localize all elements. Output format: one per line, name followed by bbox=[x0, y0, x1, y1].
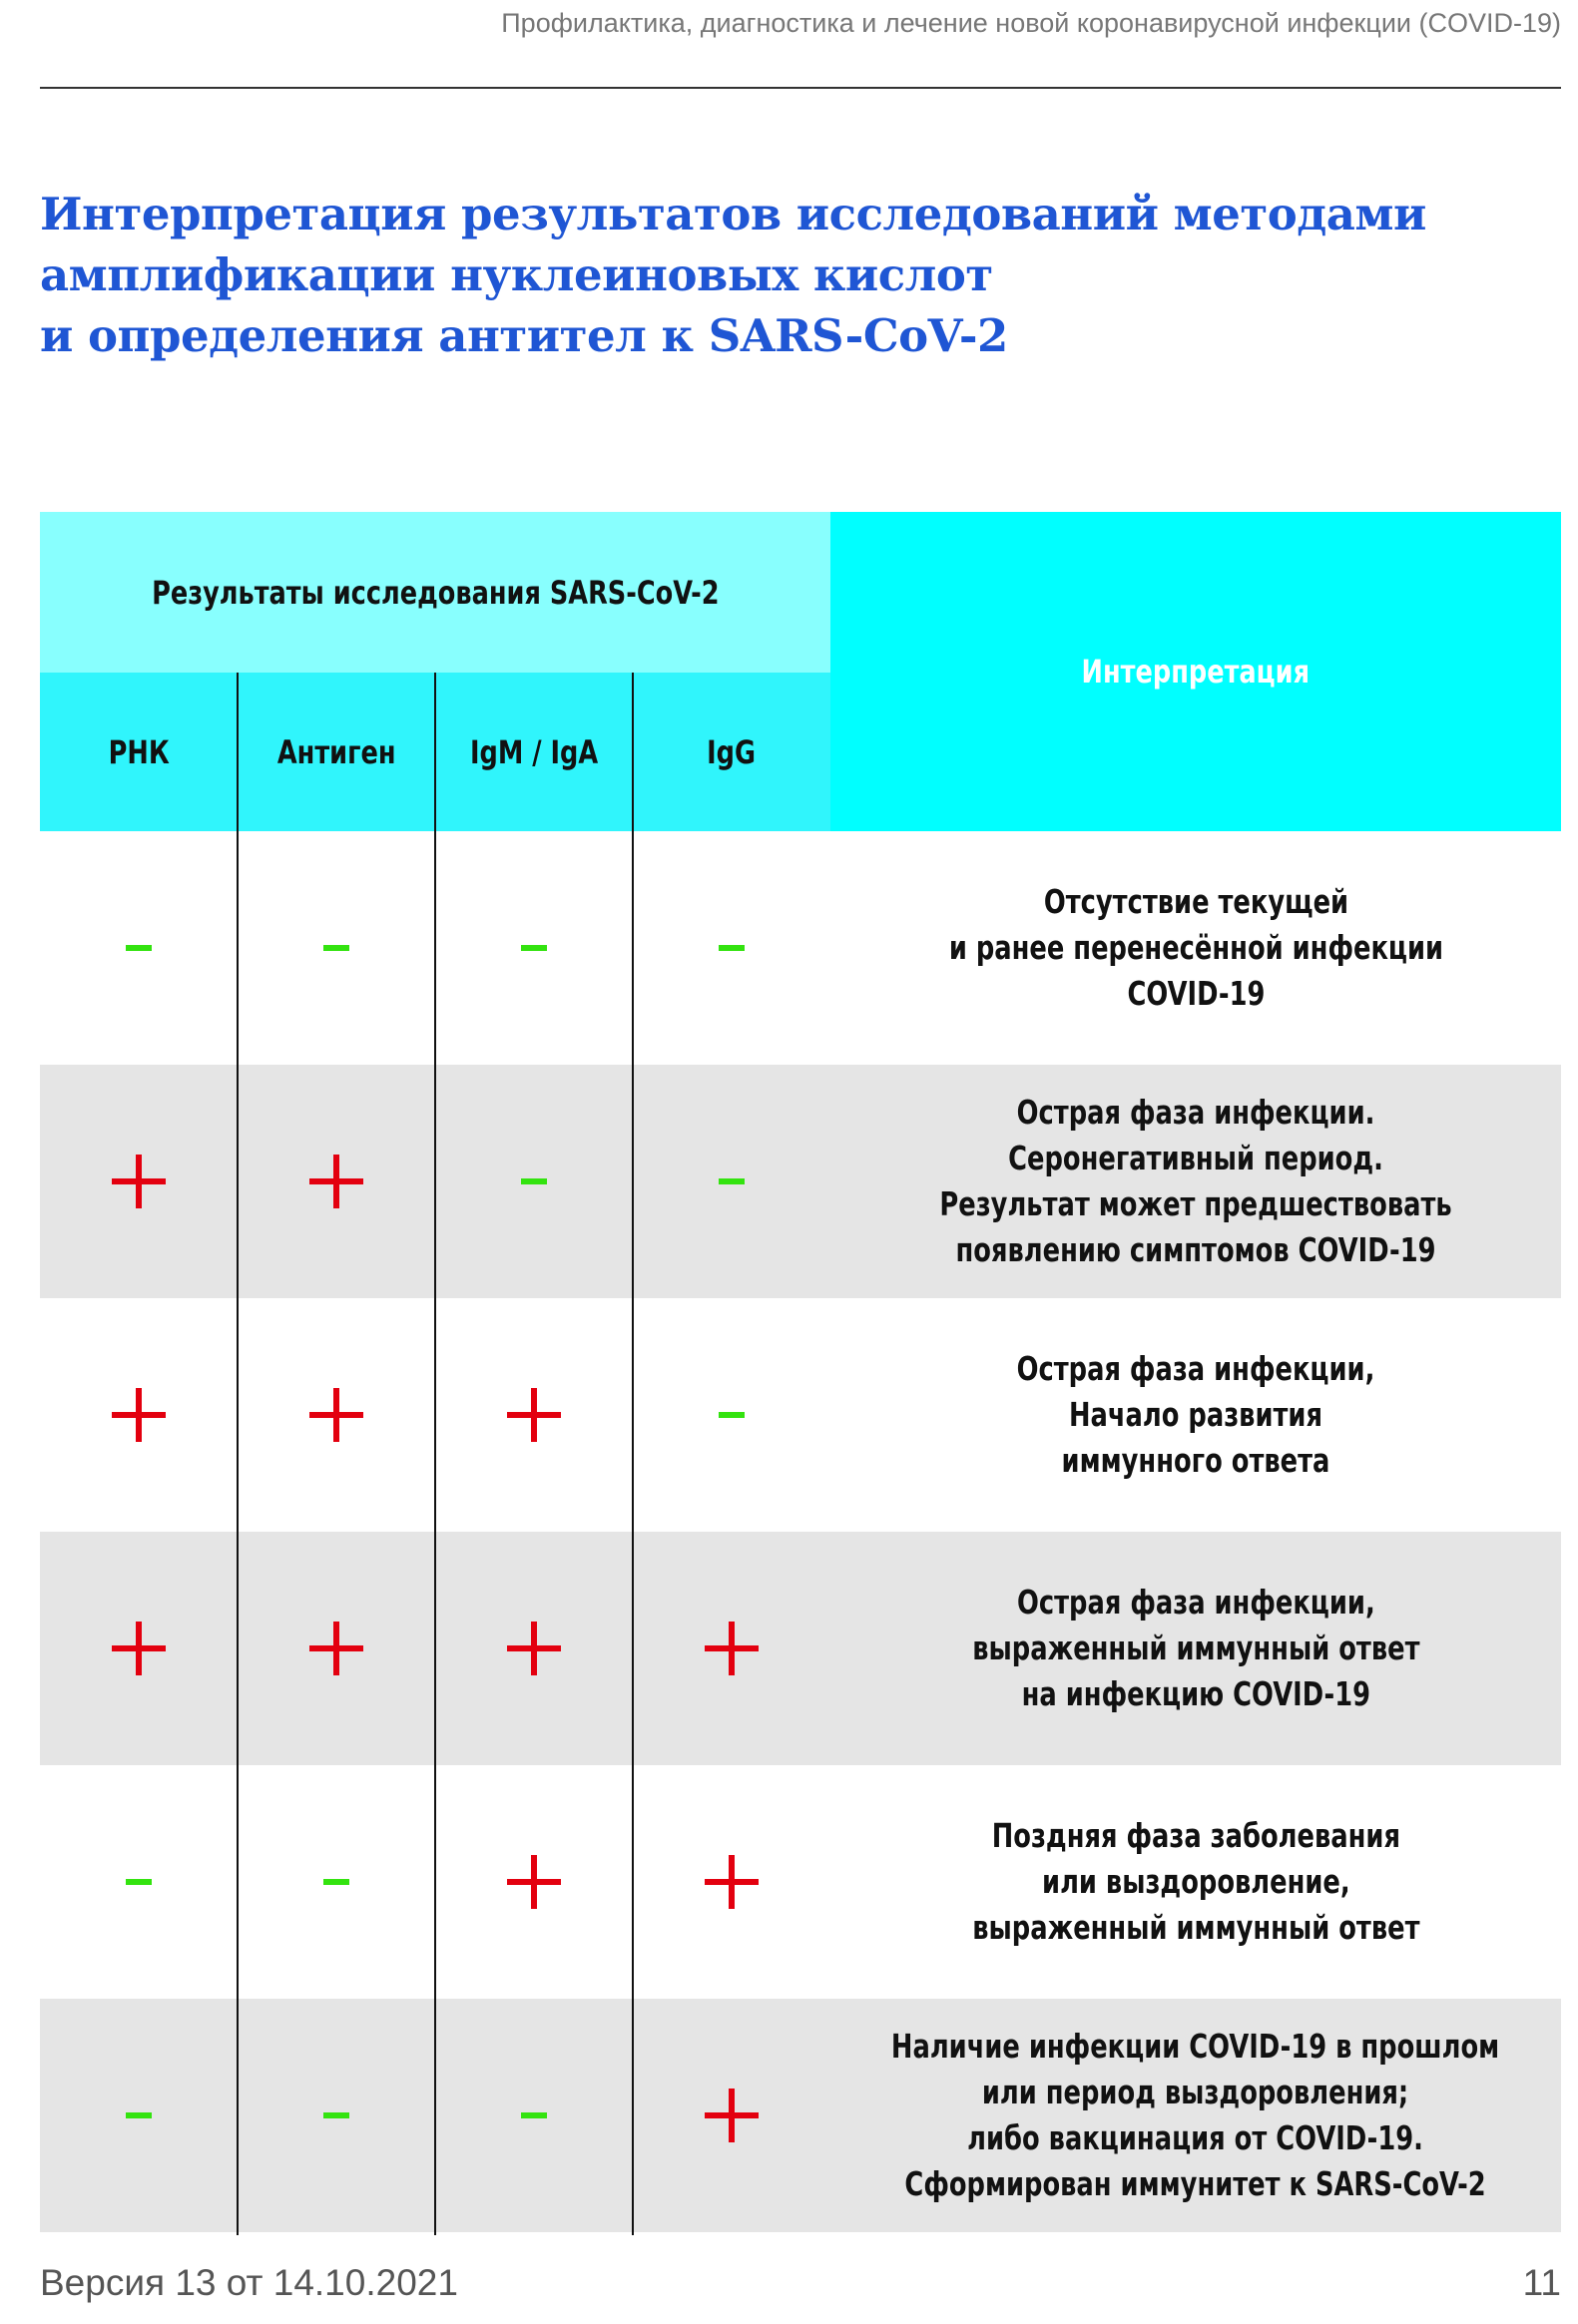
interpretation-line: Серонегативный период. bbox=[1008, 1139, 1383, 1177]
column-header-label: РНК bbox=[108, 732, 170, 771]
minus-icon bbox=[323, 2112, 349, 2118]
result-cell-antigen bbox=[238, 1065, 435, 1298]
interpretation-text bbox=[891, 2024, 1499, 2207]
interpretation-line: либо вакцинация от COVID-19. bbox=[967, 2118, 1424, 2157]
plus-icon bbox=[705, 1622, 759, 1675]
plus-icon bbox=[507, 1388, 561, 1442]
interpretation-line: Начало развития bbox=[1068, 1395, 1323, 1434]
header-rule bbox=[40, 87, 1561, 89]
result-cell-antigen bbox=[238, 1999, 435, 2232]
table-row bbox=[40, 1999, 1561, 2232]
title-line: амплификации нуклеиновых кислот bbox=[40, 248, 993, 301]
interpretation-line: Результат может предшествовать bbox=[939, 1184, 1452, 1223]
interpretation-text bbox=[939, 1090, 1451, 1273]
result-cell-igg bbox=[633, 831, 830, 1065]
result-cell-rna bbox=[40, 1999, 238, 2232]
interpretation-header-label: Интерпретация bbox=[1081, 653, 1311, 691]
interpretation-text bbox=[972, 1813, 1419, 1951]
interpretation-line: Поздняя фаза заболевания bbox=[991, 1816, 1400, 1855]
interpretation-line: или выздоровление, bbox=[1041, 1862, 1350, 1901]
result-cell-antigen bbox=[238, 831, 435, 1065]
interpretation-line: иммунного ответа bbox=[1061, 1441, 1330, 1480]
plus-icon bbox=[112, 1622, 166, 1675]
result-cell-igm-iga bbox=[435, 1765, 633, 1999]
minus-icon bbox=[719, 1178, 745, 1184]
column-header-antigen bbox=[238, 673, 435, 831]
minus-icon bbox=[323, 1879, 349, 1885]
plus-icon bbox=[309, 1155, 363, 1208]
result-cell-rna bbox=[40, 831, 238, 1065]
minus-icon bbox=[521, 2112, 547, 2118]
minus-icon bbox=[521, 1178, 547, 1184]
table-row bbox=[40, 1065, 1561, 1298]
result-cell-igg bbox=[633, 1999, 830, 2232]
result-cell-rna bbox=[40, 1298, 238, 1532]
result-cell-igg bbox=[633, 1765, 830, 1999]
table-row bbox=[40, 1298, 1561, 1532]
interpretation-line: на инфекцию COVID-19 bbox=[1021, 1674, 1370, 1713]
minus-icon bbox=[521, 945, 547, 951]
interpretation-line: Острая фаза инфекции. bbox=[1016, 1093, 1375, 1132]
table-row bbox=[40, 1765, 1561, 1999]
interpretation-line: и ранее перенесённой инфекции bbox=[948, 928, 1443, 967]
minus-icon bbox=[323, 945, 349, 951]
interpretation-line: Острая фаза инфекции, bbox=[1016, 1349, 1375, 1388]
interpretation-line: Отсутствие текущей bbox=[1043, 882, 1348, 921]
interpretation-text bbox=[1017, 1346, 1375, 1484]
plus-icon bbox=[309, 1388, 363, 1442]
result-cell-antigen bbox=[238, 1532, 435, 1765]
table-row bbox=[40, 831, 1561, 1065]
result-cell-igg bbox=[633, 1298, 830, 1532]
group-header-label: Результаты исследования SARS-CoV-2 bbox=[151, 573, 720, 612]
minus-icon bbox=[126, 945, 152, 951]
interpretation-line: выраженный иммунный ответ bbox=[971, 1628, 1420, 1667]
interpretation-line: появлению симптомов COVID-19 bbox=[955, 1230, 1436, 1269]
interpretation-cell bbox=[830, 1065, 1561, 1298]
interpretation-line: Острая фаза инфекции, bbox=[1016, 1583, 1375, 1622]
result-cell-igm-iga bbox=[435, 1999, 633, 2232]
result-cell-igg bbox=[633, 1065, 830, 1298]
title-line: и определения антител к SARS-CoV-2 bbox=[40, 309, 1008, 362]
plus-icon bbox=[112, 1155, 166, 1208]
interpretation-cell bbox=[830, 1765, 1561, 1999]
interpretation-header bbox=[830, 512, 1561, 831]
interpretation-cell bbox=[830, 831, 1561, 1065]
column-header-rna bbox=[40, 673, 238, 831]
interpretation-line: или период выздоровления; bbox=[982, 2073, 1409, 2111]
minus-icon bbox=[719, 945, 745, 951]
plus-icon bbox=[705, 1855, 759, 1909]
interpretation-line: выраженный иммунный ответ bbox=[971, 1908, 1420, 1947]
minus-icon bbox=[126, 2112, 152, 2118]
plus-icon bbox=[507, 1855, 561, 1909]
table-row bbox=[40, 1532, 1561, 1765]
column-header-igg bbox=[633, 673, 830, 831]
column-header-label: IgG bbox=[707, 732, 757, 771]
plus-icon bbox=[705, 2089, 759, 2142]
interpretation-line: Сформирован иммунитет к SARS-CoV-2 bbox=[904, 2164, 1487, 2203]
interpretation-line: COVID-19 bbox=[1127, 974, 1265, 1013]
running-header: Профилактика, диагностика и лечение новой коронавирусной инфекции (COVID-19) bbox=[501, 8, 1561, 38]
interpretation-text bbox=[948, 879, 1442, 1017]
interpretation-line: Наличие инфекции COVID-19 в прошлом bbox=[891, 2027, 1500, 2066]
result-cell-rna bbox=[40, 1765, 238, 1999]
result-cell-igm-iga bbox=[435, 831, 633, 1065]
result-cell-antigen bbox=[238, 1298, 435, 1532]
column-header-igm-iga bbox=[435, 673, 633, 831]
results-table bbox=[40, 512, 1561, 2235]
result-cell-antigen bbox=[238, 1765, 435, 1999]
plus-icon bbox=[507, 1622, 561, 1675]
footer-version: Версия 13 от 14.10.2021 bbox=[40, 2262, 458, 2303]
column-header-label: Антиген bbox=[276, 732, 396, 771]
column-divider bbox=[237, 673, 239, 2235]
group-header bbox=[40, 512, 830, 673]
plus-icon bbox=[309, 1622, 363, 1675]
interpretation-cell bbox=[830, 1298, 1561, 1532]
result-cell-rna bbox=[40, 1532, 238, 1765]
interpretation-cell bbox=[830, 1999, 1561, 2232]
title-line: Интерпретация результатов исследований методами bbox=[40, 188, 1426, 240]
plus-icon bbox=[112, 1388, 166, 1442]
column-divider bbox=[632, 673, 634, 2235]
result-cell-igm-iga bbox=[435, 1298, 633, 1532]
result-cell-igm-iga bbox=[435, 1532, 633, 1765]
column-divider bbox=[434, 673, 436, 2235]
interpretation-text bbox=[972, 1580, 1419, 1717]
interpretation-cell bbox=[830, 1532, 1561, 1765]
minus-icon bbox=[719, 1412, 745, 1418]
document-title bbox=[40, 184, 1497, 366]
result-cell-igm-iga bbox=[435, 1065, 633, 1298]
minus-icon bbox=[126, 1879, 152, 1885]
column-header-label: IgM / IgA bbox=[469, 732, 599, 771]
result-cell-igg bbox=[633, 1532, 830, 1765]
result-cell-rna bbox=[40, 1065, 238, 1298]
page-number: 11 bbox=[1522, 2262, 1561, 2303]
